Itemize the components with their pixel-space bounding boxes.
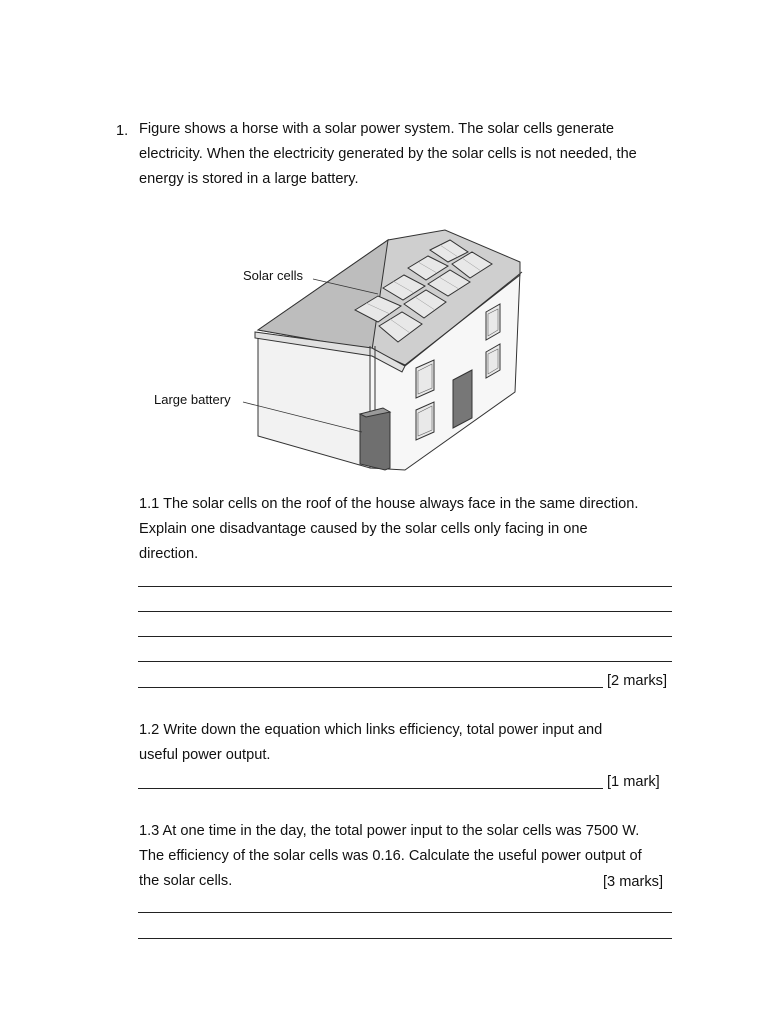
answer-line[interactable] bbox=[138, 788, 603, 789]
q1-1-line-2: Explain one disadvantage caused by the solar cells only facing in one bbox=[139, 521, 588, 537]
intro-line-1: Figure shows a horse with a solar power system. The solar cells generate bbox=[139, 121, 615, 137]
question-intro bbox=[139, 117, 679, 192]
question-number: 1. bbox=[116, 123, 129, 139]
q1-3-line-1: 1.3 At one time in the day, the total power input to the solar cells was 7500 W. bbox=[139, 823, 640, 839]
house-solar-figure bbox=[148, 226, 528, 474]
house-side-wall bbox=[258, 336, 370, 468]
q1-2-line-2: useful power output. bbox=[139, 747, 271, 763]
answer-line[interactable] bbox=[138, 661, 672, 662]
q1-1-line-1: 1.1 The solar cells on the roof of the house always face in the same direction. bbox=[139, 496, 639, 512]
solar-cells-label: Solar cells bbox=[243, 268, 303, 283]
q1-1-marks: [2 marks] bbox=[607, 673, 668, 689]
large-battery-label: Large battery bbox=[154, 392, 231, 407]
battery-box-side bbox=[360, 410, 390, 470]
q1-3-marks: [3 marks] bbox=[603, 874, 664, 890]
door bbox=[453, 370, 472, 428]
q1-3-line-2: The efficiency of the solar cells was 0.16. Calculate the useful power output of bbox=[139, 848, 642, 864]
q1-2-line-1: 1.2 Write down the equation which links efficiency, total power input and bbox=[139, 722, 603, 738]
answer-line[interactable] bbox=[138, 611, 672, 612]
house-roof-end bbox=[258, 240, 388, 350]
q1-2-marks: [1 mark] bbox=[607, 774, 660, 790]
answer-line[interactable] bbox=[138, 938, 672, 939]
intro-line-2: electricity. When the electricity generated by the solar cells is not needed, the bbox=[139, 146, 637, 162]
answer-line[interactable] bbox=[138, 586, 672, 587]
answer-line[interactable] bbox=[138, 636, 672, 637]
intro-line-3: energy is stored in a large battery. bbox=[139, 171, 359, 187]
answer-line[interactable] bbox=[138, 687, 603, 688]
question-1-1 bbox=[139, 492, 679, 567]
q1-1-line-3: direction. bbox=[139, 546, 199, 562]
q1-3-line-3: the solar cells. bbox=[139, 873, 233, 889]
answer-line[interactable] bbox=[138, 912, 672, 913]
question-1-2 bbox=[139, 718, 679, 768]
